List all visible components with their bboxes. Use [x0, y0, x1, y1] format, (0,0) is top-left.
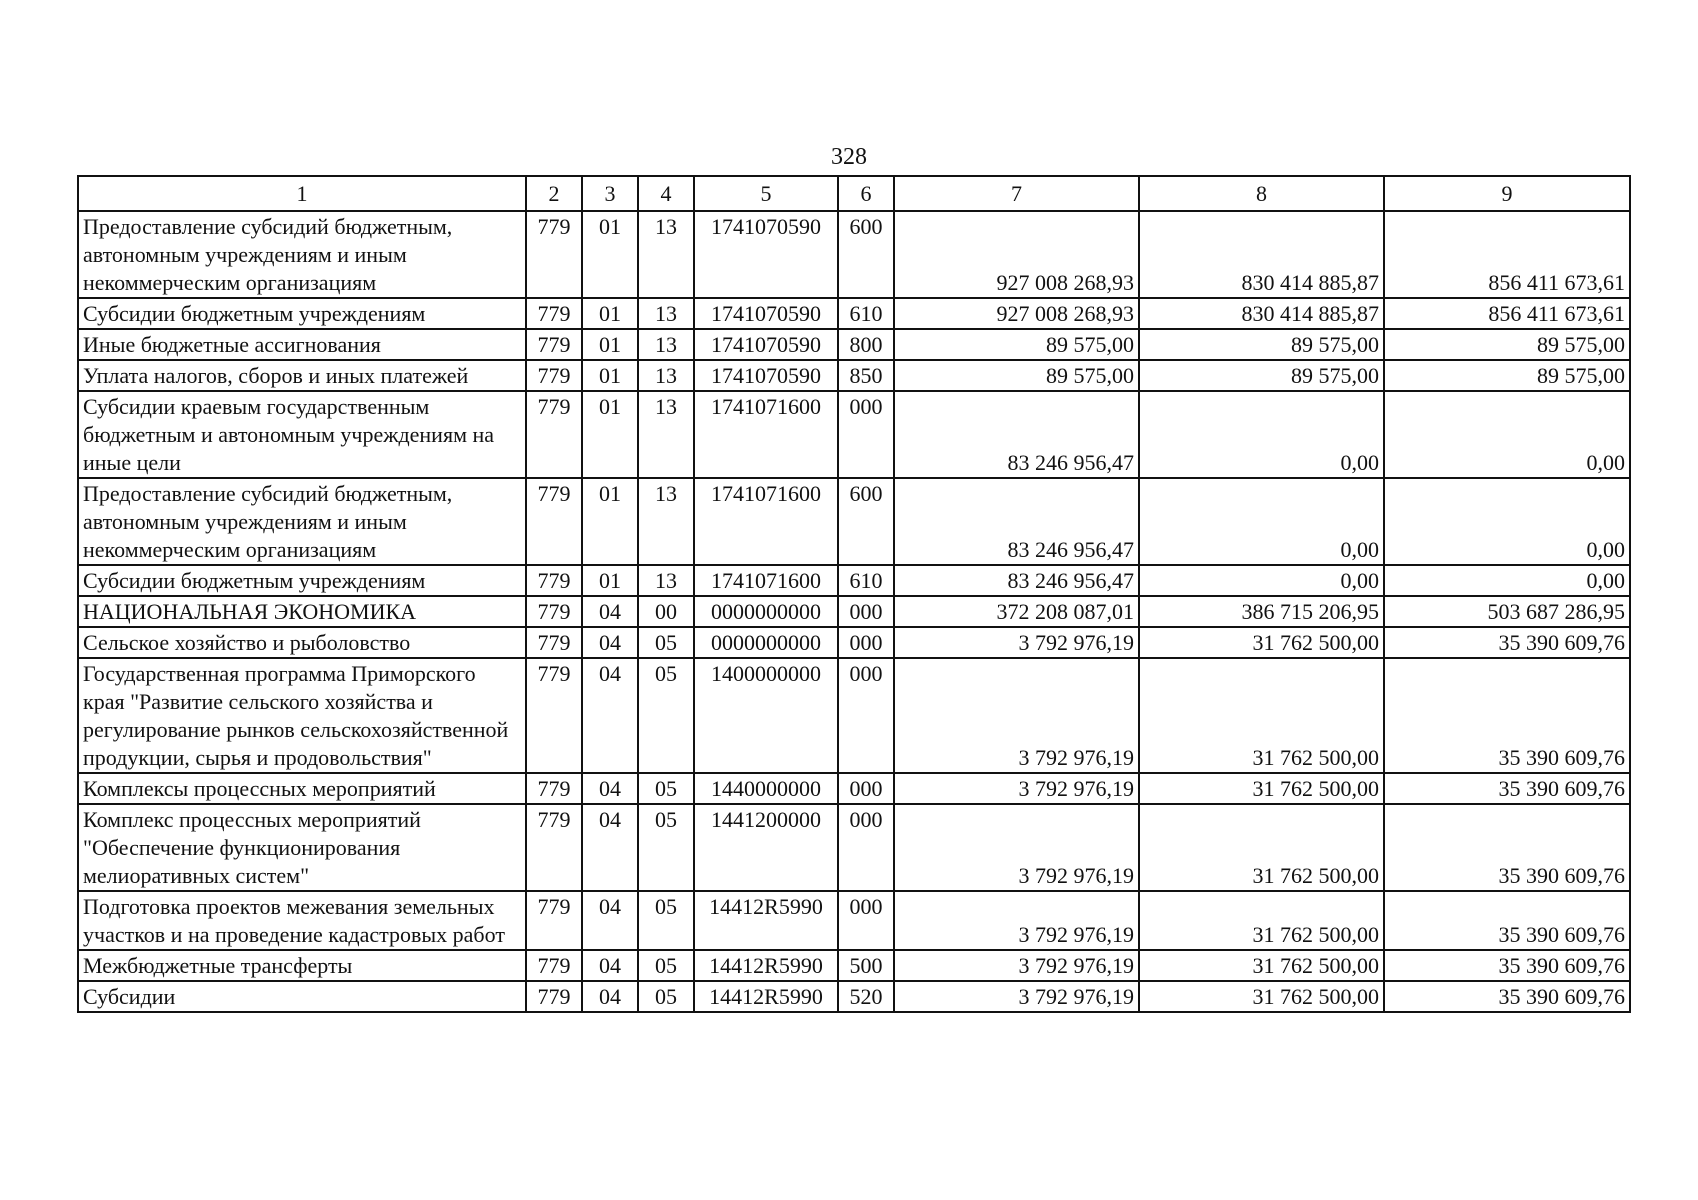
cell-amount-col7: 927 008 268,93: [894, 211, 1139, 298]
cell-section: 01: [582, 360, 638, 391]
table-row: [78, 565, 1630, 596]
cell-amount-col9: 0,00: [1384, 478, 1630, 565]
cell-subsection: 05: [638, 658, 694, 773]
cell-amount-col9: 35 390 609,76: [1384, 950, 1630, 981]
cell-amount-col8: 89 575,00: [1139, 360, 1384, 391]
table-row: [78, 211, 1630, 298]
column-header: 6: [838, 176, 894, 211]
table-row: [78, 891, 1630, 950]
cell-subsection: 13: [638, 360, 694, 391]
cell-amount-col9: 0,00: [1384, 391, 1630, 478]
row-name: Субсидии бюджетным учреждениям: [78, 298, 526, 329]
cell-subsection: 13: [638, 391, 694, 478]
cell-expense-type: 000: [838, 658, 894, 773]
column-header: 1: [78, 176, 526, 211]
cell-amount-col7: 3 792 976,19: [894, 773, 1139, 804]
cell-subsection: 05: [638, 950, 694, 981]
cell-expense-type: 800: [838, 329, 894, 360]
cell-target-article: 14412R5990: [694, 891, 838, 950]
cell-target-article: 1741071600: [694, 565, 838, 596]
cell-section: 04: [582, 981, 638, 1012]
cell-amount-col8: 31 762 500,00: [1139, 804, 1384, 891]
cell-target-article: 0000000000: [694, 627, 838, 658]
cell-admin-code: 779: [526, 360, 582, 391]
cell-admin-code: 779: [526, 773, 582, 804]
cell-amount-col8: 31 762 500,00: [1139, 981, 1384, 1012]
cell-amount-col8: 31 762 500,00: [1139, 627, 1384, 658]
cell-amount-col9: 35 390 609,76: [1384, 804, 1630, 891]
cell-section: 01: [582, 211, 638, 298]
cell-amount-col7: 3 792 976,19: [894, 950, 1139, 981]
cell-subsection: 13: [638, 565, 694, 596]
cell-amount-col7: 3 792 976,19: [894, 891, 1139, 950]
table-row: [78, 950, 1630, 981]
cell-amount-col7: 83 246 956,47: [894, 391, 1139, 478]
cell-admin-code: 779: [526, 298, 582, 329]
column-header: 7: [894, 176, 1139, 211]
table-row: [78, 391, 1630, 478]
table-row: [78, 478, 1630, 565]
cell-amount-col9: 35 390 609,76: [1384, 891, 1630, 950]
cell-amount-col7: 3 792 976,19: [894, 658, 1139, 773]
cell-section: 01: [582, 298, 638, 329]
column-header: 9: [1384, 176, 1630, 211]
row-name: Субсидии бюджетным учреждениям: [78, 565, 526, 596]
cell-expense-type: 000: [838, 773, 894, 804]
table-row: [78, 329, 1630, 360]
cell-admin-code: 779: [526, 627, 582, 658]
table-row: [78, 804, 1630, 891]
cell-amount-col8: 31 762 500,00: [1139, 773, 1384, 804]
row-name: НАЦИОНАЛЬНАЯ ЭКОНОМИКА: [78, 596, 526, 627]
cell-amount-col9: 35 390 609,76: [1384, 773, 1630, 804]
column-header: 3: [582, 176, 638, 211]
cell-section: 04: [582, 596, 638, 627]
cell-section: 01: [582, 565, 638, 596]
cell-amount-col7: 372 208 087,01: [894, 596, 1139, 627]
cell-admin-code: 779: [526, 891, 582, 950]
cell-amount-col8: 31 762 500,00: [1139, 658, 1384, 773]
cell-target-article: 1741070590: [694, 298, 838, 329]
cell-amount-col7: 3 792 976,19: [894, 627, 1139, 658]
cell-target-article: 1741071600: [694, 391, 838, 478]
row-name: Подготовка проектов межевания земельных участков и на проведение кадастровых работ: [78, 891, 526, 950]
cell-amount-col8: 89 575,00: [1139, 329, 1384, 360]
table-row: [78, 627, 1630, 658]
cell-target-article: 14412R5990: [694, 981, 838, 1012]
cell-amount-col9: 35 390 609,76: [1384, 627, 1630, 658]
table-row: [78, 298, 1630, 329]
cell-target-article: 14412R5990: [694, 950, 838, 981]
row-name: Сельское хозяйство и рыболовство: [78, 627, 526, 658]
cell-subsection: 13: [638, 211, 694, 298]
cell-amount-col9: 35 390 609,76: [1384, 981, 1630, 1012]
cell-admin-code: 779: [526, 211, 582, 298]
cell-target-article: 1400000000: [694, 658, 838, 773]
cell-section: 04: [582, 950, 638, 981]
column-header: 5: [694, 176, 838, 211]
cell-admin-code: 779: [526, 981, 582, 1012]
table-row: [78, 658, 1630, 773]
cell-subsection: 05: [638, 804, 694, 891]
cell-amount-col7: 3 792 976,19: [894, 804, 1139, 891]
cell-amount-col8: 31 762 500,00: [1139, 950, 1384, 981]
cell-section: 04: [582, 804, 638, 891]
table-row: [78, 596, 1630, 627]
row-name: Уплата налогов, сборов и иных платежей: [78, 360, 526, 391]
cell-target-article: 1441200000: [694, 804, 838, 891]
column-header: 2: [526, 176, 582, 211]
cell-amount-col8: 386 715 206,95: [1139, 596, 1384, 627]
table-row: [78, 773, 1630, 804]
cell-admin-code: 779: [526, 565, 582, 596]
cell-amount-col8: 830 414 885,87: [1139, 211, 1384, 298]
cell-amount-col7: 83 246 956,47: [894, 565, 1139, 596]
cell-expense-type: 610: [838, 298, 894, 329]
cell-subsection: 13: [638, 478, 694, 565]
column-header: 8: [1139, 176, 1384, 211]
cell-amount-col9: 503 687 286,95: [1384, 596, 1630, 627]
cell-expense-type: 610: [838, 565, 894, 596]
cell-expense-type: 000: [838, 891, 894, 950]
cell-subsection: 05: [638, 981, 694, 1012]
cell-section: 01: [582, 391, 638, 478]
row-name: Предоставление субсидий бюджетным, автономным учреждениям и иным некоммерческим организациям: [78, 211, 526, 298]
cell-amount-col8: 31 762 500,00: [1139, 891, 1384, 950]
cell-target-article: 1741070590: [694, 360, 838, 391]
row-name: Государственная программа Приморского края "Развитие сельского хозяйства и регулирование рынков сельскохозяйственной продукции, сырья и продовольствия": [78, 658, 526, 773]
cell-expense-type: 000: [838, 627, 894, 658]
cell-expense-type: 000: [838, 596, 894, 627]
cell-amount-col7: 3 792 976,19: [894, 981, 1139, 1012]
cell-section: 04: [582, 773, 638, 804]
cell-expense-type: 600: [838, 478, 894, 565]
header-row: [78, 176, 1630, 211]
row-name: Комплекс процессных мероприятий "Обеспечение функционирования мелиоративных систем": [78, 804, 526, 891]
cell-expense-type: 520: [838, 981, 894, 1012]
cell-expense-type: 000: [838, 804, 894, 891]
cell-subsection: 05: [638, 627, 694, 658]
table-row: [78, 360, 1630, 391]
cell-amount-col9: 856 411 673,61: [1384, 298, 1630, 329]
cell-section: 01: [582, 478, 638, 565]
cell-admin-code: 779: [526, 329, 582, 360]
cell-target-article: 0000000000: [694, 596, 838, 627]
cell-subsection: 13: [638, 298, 694, 329]
budget-table: [77, 175, 1631, 1013]
cell-section: 04: [582, 627, 638, 658]
cell-admin-code: 779: [526, 478, 582, 565]
cell-subsection: 05: [638, 773, 694, 804]
row-name: Иные бюджетные ассигнования: [78, 329, 526, 360]
cell-subsection: 05: [638, 891, 694, 950]
cell-section: 04: [582, 891, 638, 950]
cell-target-article: 1741070590: [694, 329, 838, 360]
cell-amount-col8: 0,00: [1139, 391, 1384, 478]
cell-expense-type: 500: [838, 950, 894, 981]
cell-expense-type: 850: [838, 360, 894, 391]
column-header: 4: [638, 176, 694, 211]
row-name: Субсидии: [78, 981, 526, 1012]
cell-subsection: 13: [638, 329, 694, 360]
cell-amount-col7: 89 575,00: [894, 329, 1139, 360]
cell-admin-code: 779: [526, 804, 582, 891]
cell-admin-code: 779: [526, 658, 582, 773]
cell-target-article: 1741071600: [694, 478, 838, 565]
cell-amount-col8: 0,00: [1139, 478, 1384, 565]
cell-section: 01: [582, 329, 638, 360]
cell-section: 04: [582, 658, 638, 773]
cell-admin-code: 779: [526, 596, 582, 627]
cell-amount-col8: 830 414 885,87: [1139, 298, 1384, 329]
cell-amount-col7: 927 008 268,93: [894, 298, 1139, 329]
cell-expense-type: 600: [838, 211, 894, 298]
cell-admin-code: 779: [526, 950, 582, 981]
row-name: Межбюджетные трансферты: [78, 950, 526, 981]
cell-expense-type: 000: [838, 391, 894, 478]
cell-amount-col9: 0,00: [1384, 565, 1630, 596]
cell-amount-col7: 83 246 956,47: [894, 478, 1139, 565]
cell-amount-col9: 89 575,00: [1384, 329, 1630, 360]
row-name: Комплексы процессных мероприятий: [78, 773, 526, 804]
cell-admin-code: 779: [526, 391, 582, 478]
cell-amount-col9: 35 390 609,76: [1384, 658, 1630, 773]
row-name: Субсидии краевым государственным бюджетным и автономным учреждениям на иные цели: [78, 391, 526, 478]
cell-amount-col9: 856 411 673,61: [1384, 211, 1630, 298]
cell-target-article: 1741070590: [694, 211, 838, 298]
table-row: [78, 981, 1630, 1012]
cell-amount-col8: 0,00: [1139, 565, 1384, 596]
cell-amount-col9: 89 575,00: [1384, 360, 1630, 391]
cell-target-article: 1440000000: [694, 773, 838, 804]
cell-amount-col7: 89 575,00: [894, 360, 1139, 391]
row-name: Предоставление субсидий бюджетным, автономным учреждениям и иным некоммерческим организациям: [78, 478, 526, 565]
cell-subsection: 00: [638, 596, 694, 627]
page-number: 328: [831, 144, 867, 170]
